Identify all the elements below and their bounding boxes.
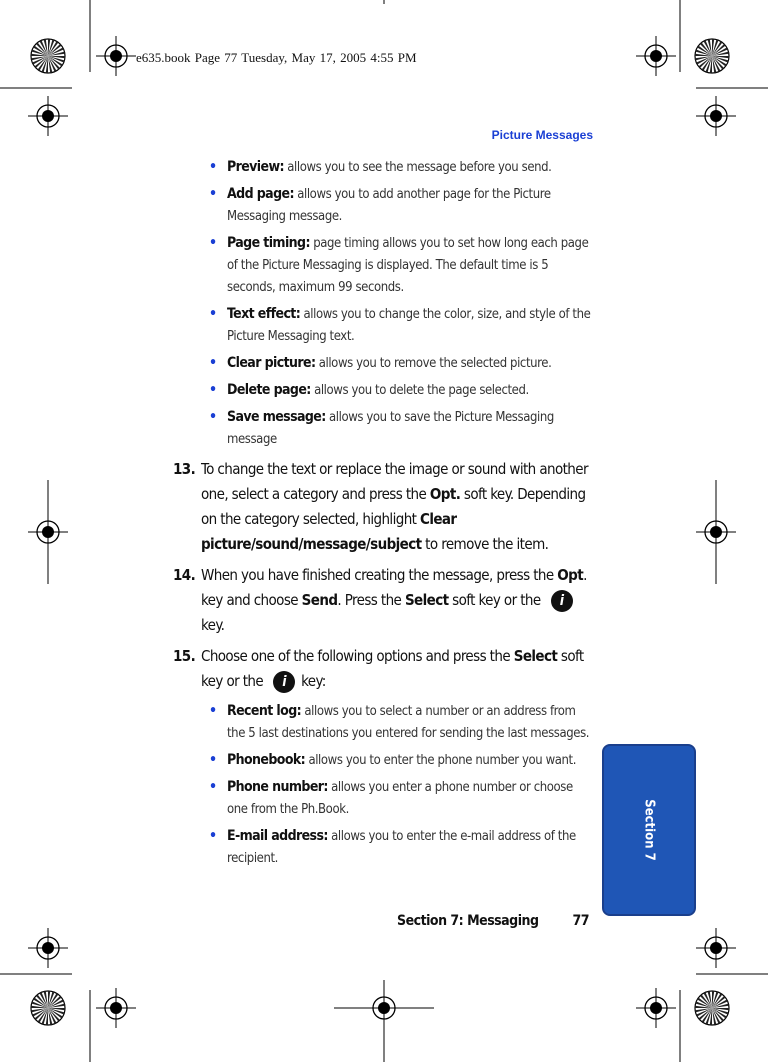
option-desc: allows you to enter the phone number you want. xyxy=(308,753,577,768)
key-send: Send xyxy=(301,591,338,609)
step-text: To change the text or replace the image or sound with another one, select a category and press the xyxy=(201,460,588,503)
page-content xyxy=(173,156,595,870)
step-text: soft key. Depending on the category selected, highlight xyxy=(201,485,586,528)
print-file-header: e635.book Page 77 Tuesday, May 17, 2005 4:55 PM xyxy=(136,50,417,65)
bullet-icon: • xyxy=(209,235,217,251)
section-tab xyxy=(602,744,696,916)
list-item xyxy=(173,303,595,348)
step-14 xyxy=(173,563,595,638)
step-number: 14. xyxy=(173,566,196,584)
option-term: Phonebook: xyxy=(227,752,306,768)
list-item xyxy=(173,232,595,299)
key-select: Select xyxy=(513,647,558,665)
option-desc: allows you to delete the page selected. xyxy=(314,383,529,398)
list-item xyxy=(173,352,595,375)
option-desc: allows you to enter the e-mail address of the recipient. xyxy=(227,829,576,866)
key-opt: Opt xyxy=(557,566,584,584)
list-item xyxy=(173,156,595,179)
bullet-icon: • xyxy=(209,703,217,719)
step-number: 13. xyxy=(173,460,196,478)
ok-key-icon: i xyxy=(551,590,573,612)
key-select: Select xyxy=(404,591,449,609)
step-text: . Press the xyxy=(337,591,402,609)
bullet-icon: • xyxy=(209,828,217,844)
option-term: E-mail address: xyxy=(227,828,328,844)
list-item xyxy=(173,406,595,451)
section-tab-label: Section 7 xyxy=(641,799,657,861)
option-desc: allows you to save the Picture Messaging message xyxy=(227,410,554,447)
option-term: Recent log: xyxy=(227,703,302,719)
step-text: key. xyxy=(201,616,225,634)
ok-key-icon: i xyxy=(273,671,295,693)
option-desc: allows you enter a phone number or choose one from the Ph.Book. xyxy=(227,780,573,817)
option-desc: allows you to add another page for the Picture Messaging message. xyxy=(227,187,551,224)
step-text: . key and choose xyxy=(201,566,587,609)
step-text: Choose one of the following options and press the xyxy=(201,647,511,665)
option-desc: page timing allows you to set how long each page of the Picture Messaging is displayed. The default time is 5 seconds, maximum 99 seconds. xyxy=(227,236,589,295)
option-desc: allows you to remove the selected picture. xyxy=(318,356,552,371)
step-text: soft key or the xyxy=(452,591,541,609)
page-number: 77 xyxy=(572,913,590,929)
option-desc: allows you to change the color, size, and style of the Picture Messaging text. xyxy=(227,307,591,344)
option-term: Page timing: xyxy=(227,235,310,251)
running-head: Picture Messages xyxy=(491,128,593,142)
options-list-send xyxy=(173,700,595,870)
option-term: Text effect: xyxy=(227,306,301,322)
option-desc: allows you to see the message before you send. xyxy=(287,160,552,175)
step-13 xyxy=(173,457,595,557)
list-item xyxy=(173,700,595,745)
list-item xyxy=(173,379,595,402)
bullet-icon: • xyxy=(209,306,217,322)
step-15 xyxy=(173,644,595,694)
options-list-top xyxy=(173,156,595,451)
step-number: 15. xyxy=(173,647,196,665)
option-term: Delete page: xyxy=(227,382,311,398)
list-item xyxy=(173,776,595,821)
option-desc: allows you to select a number or an address from the 5 last destinations you entered for sending the last messages. xyxy=(227,704,590,741)
option-term: Phone number: xyxy=(227,779,328,795)
option-term: Add page: xyxy=(227,186,294,202)
key-clear: Clear picture/sound/message/subject xyxy=(201,510,457,553)
bullet-icon: • xyxy=(209,752,217,768)
footer-section: Section 7: Messaging xyxy=(397,913,539,929)
bullet-icon: • xyxy=(209,159,217,175)
option-term: Preview: xyxy=(227,159,284,175)
bullet-icon: • xyxy=(209,186,217,202)
key-opt: Opt. xyxy=(429,485,461,503)
bullet-icon: • xyxy=(209,355,217,371)
step-text: key: xyxy=(301,672,326,690)
step-text: soft key or the xyxy=(201,647,584,690)
option-term: Save message: xyxy=(227,409,326,425)
bullet-icon: • xyxy=(209,779,217,795)
list-item xyxy=(173,825,595,870)
list-item xyxy=(173,749,595,772)
bullet-icon: • xyxy=(209,409,217,425)
page-footer xyxy=(397,913,589,929)
step-text: When you have finished creating the message, press the xyxy=(201,566,554,584)
option-term: Clear picture: xyxy=(227,355,316,371)
bullet-icon: • xyxy=(209,382,217,398)
step-text: to remove the item. xyxy=(425,535,549,553)
list-item xyxy=(173,183,595,228)
